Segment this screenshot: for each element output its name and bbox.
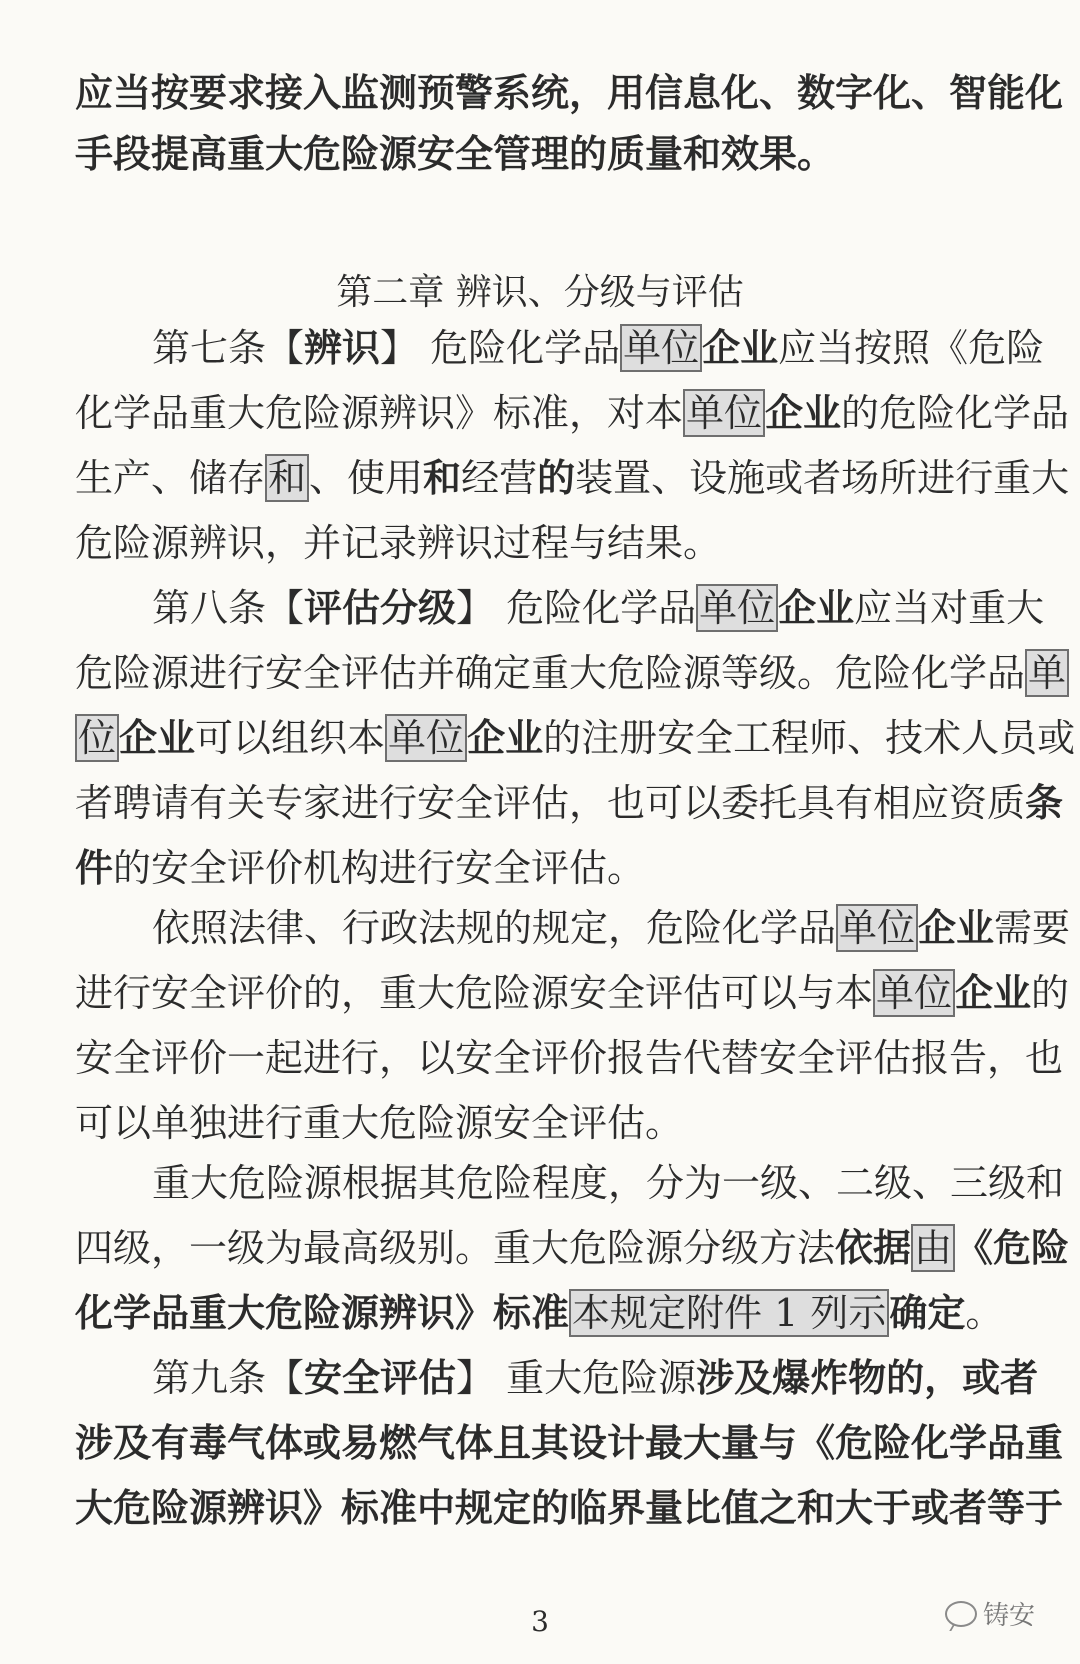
article-9-line-3: 大危险源辨识》标准中规定的临界量比值之和大于或者等于: [75, 1486, 1064, 1530]
article-7-line-4: 危险源辨识，并记录辨识过程与结果。: [75, 521, 722, 565]
intro-line-1: 应当按要求接入监测预警系统，用信息化、数字化、智能化: [75, 71, 1064, 115]
article-7-line-3: 生产、储存和、使用和经营的装置、设施或者场所进行重大: [75, 456, 1070, 500]
article-7-line-2: 化学品重大危险源辨识》标准，对本单位企业的危险化学品: [75, 391, 1070, 435]
paragraph-3-line-1: 重大危险源根据其危险程度，分为一级、二级、三级和: [152, 1161, 1065, 1205]
paragraph-2-line-4: 可以单独进行重大危险源安全评估。: [75, 1101, 684, 1145]
article-9-line-1: 第九条【安全评估】 重大危险源涉及爆炸物的，或者: [152, 1356, 1039, 1400]
page-number: 3: [531, 1605, 549, 1638]
article-8-line-3: 位企业可以组织本单位企业的注册安全工程师、技术人员或: [75, 715, 1005, 761]
article-8-line-4: 者聘请有关专家进行安全评估，也可以委托具有相应资质条: [75, 781, 1064, 825]
watermark-text: 铸安: [983, 1601, 1036, 1631]
article-7-line-1: 第七条【辨识】 危险化学品单位企业应当按照《危险: [152, 326, 1045, 370]
article-8-line-1: 第八条【评估分级】 危险化学品单位企业应当对重大: [152, 586, 1045, 630]
chat-bubble-icon: [945, 1601, 977, 1627]
chapter-title: 第二章 辨识、分级与评估: [336, 272, 744, 313]
paragraph-2-line-2: 进行安全评价的，重大危险源安全评估可以与本单位企业的: [75, 971, 1070, 1015]
paragraph-3-line-2: 四级，一级为最高级别。重大危险源分级方法依据由《危险: [75, 1226, 1070, 1270]
paragraph-3-line-3: 化学品重大危险源辨识》标准本规定附件 1 列示确定。: [75, 1291, 1004, 1335]
paragraph-2-line-1: 依照法律、行政法规的规定，危险化学品单位企业需要: [152, 906, 1071, 950]
paragraph-2-line-3: 安全评价一起进行，以安全评价报告代替安全评估报告，也: [75, 1036, 1064, 1080]
article-9-line-2: 涉及有毒气体或易燃气体且其设计最大量与《危险化学品重: [75, 1421, 1064, 1465]
article-8-line-2: 危险源进行安全评估并确定重大危险源等级。危险化学品单: [75, 650, 1005, 696]
watermark: [945, 1595, 1035, 1632]
article-8-line-5: 件的安全评价机构进行安全评估。: [75, 846, 646, 890]
intro-line-2: 手段提高重大危险源安全管理的质量和效果。: [75, 132, 836, 176]
